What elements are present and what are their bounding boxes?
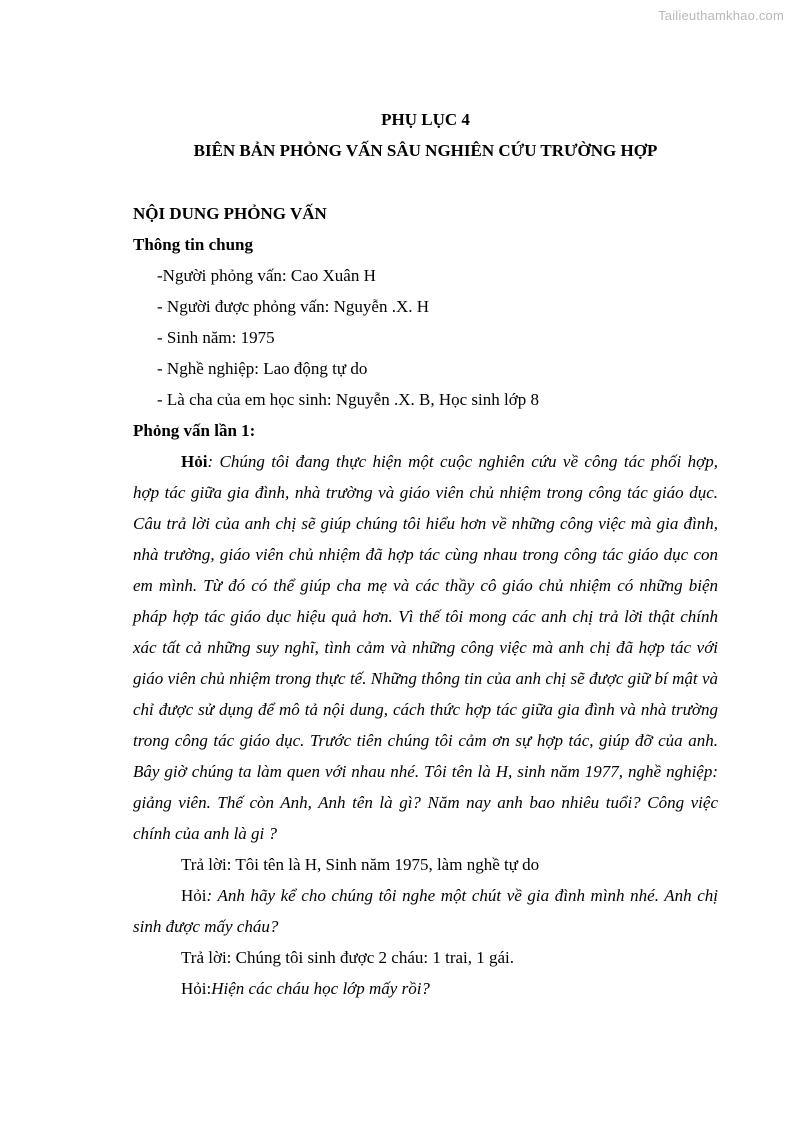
info-birth-year: - Sinh năm: 1975: [157, 328, 275, 347]
answer-1: Trả lời: Tôi tên là H, Sinh năm 1975, làm nghề tự do: [181, 855, 540, 874]
info-relation: - Là cha của em học sinh: Nguyễn .X. B, Học sinh lớp 8: [157, 390, 539, 409]
document-title: BIÊN BẢN PHỎNG VẤN SÂU NGHIÊN CỨU TRƯỜNG HỢP: [193, 141, 658, 160]
question-label: Hỏi: [181, 886, 207, 905]
section-title: NỘI DUNG PHỎNG VẤN: [133, 204, 327, 223]
info-interviewer: -Người phỏng vấn: Cao Xuân H: [157, 266, 376, 285]
question-label: Hỏi:: [181, 979, 212, 998]
watermark: Tailieuthamkhao.com: [658, 8, 784, 23]
info-interviewee: - Người được phỏng vấn: Nguyễn .X. H: [157, 297, 430, 316]
general-info-title: Thông tin chung: [133, 235, 253, 254]
question-text: Hiện các cháu học lớp mấy rồi?: [211, 979, 430, 998]
interview-title: Phỏng vấn lần 1:: [133, 421, 256, 440]
question-text: : Anh hãy kể cho chúng tôi nghe một chút về gia đình mình nhé. Anh chị sinh được mấy cháu?: [133, 886, 718, 936]
question-3: [133, 973, 718, 1004]
answer-2: Trả lời: Chúng tôi sinh được 2 cháu: 1 trai, 1 gái.: [181, 948, 515, 967]
appendix-title: PHỤ LỤC 4: [381, 110, 470, 129]
info-occupation: - Nghề nghiệp: Lao động tự do: [157, 359, 368, 378]
question-2: [133, 880, 718, 942]
question-1: [133, 446, 718, 849]
document-page: [133, 104, 718, 1004]
question-text: : Chúng tôi đang thực hiện một cuộc nghiên cứu về công tác phối hợp, hợp tác giữa gia đình, nhà trường và giáo viên chủ nhiệm trong công tác giáo dục. Câu trả lời của anh chị sẽ giúp chúng tôi hiểu hơn về những công việc mà gia đình, nhà trường, giáo viên chủ nhiệm đã hợp tác cùng nhau trong công tác giáo dục con em mình. Từ đó có thể giúp cha mẹ và các thầy cô giáo chủ nhiệm có những biện pháp hợp tác giáo dục hiệu quả hơn. Vì thế tôi mong các anh chị trả lời thật chính xác tất cả những suy nghĩ, tình cảm và những công việc mà anh chị đã hợp tác với giáo viên chủ nhiệm trong thực tế. Những thông tin của anh chị sẽ được giữ bí mật và chỉ được sử dụng để mô tả nội dung, cách thức hợp tác giữa gia đình và nhà trường trong công tác giáo dục. Trước tiên chúng tôi cảm ơn sự hợp tác, giúp đỡ của anh. Bây giờ chúng ta làm quen với nhau nhé. Tôi tên là H, sinh năm 1977, nghề nghiệp: giảng viên. Thế còn Anh, Anh tên là gì? Năm nay anh bao nhiêu tuổi? Công việc chính của anh là gi ?: [133, 452, 718, 843]
question-label: Hỏi: [181, 452, 208, 471]
